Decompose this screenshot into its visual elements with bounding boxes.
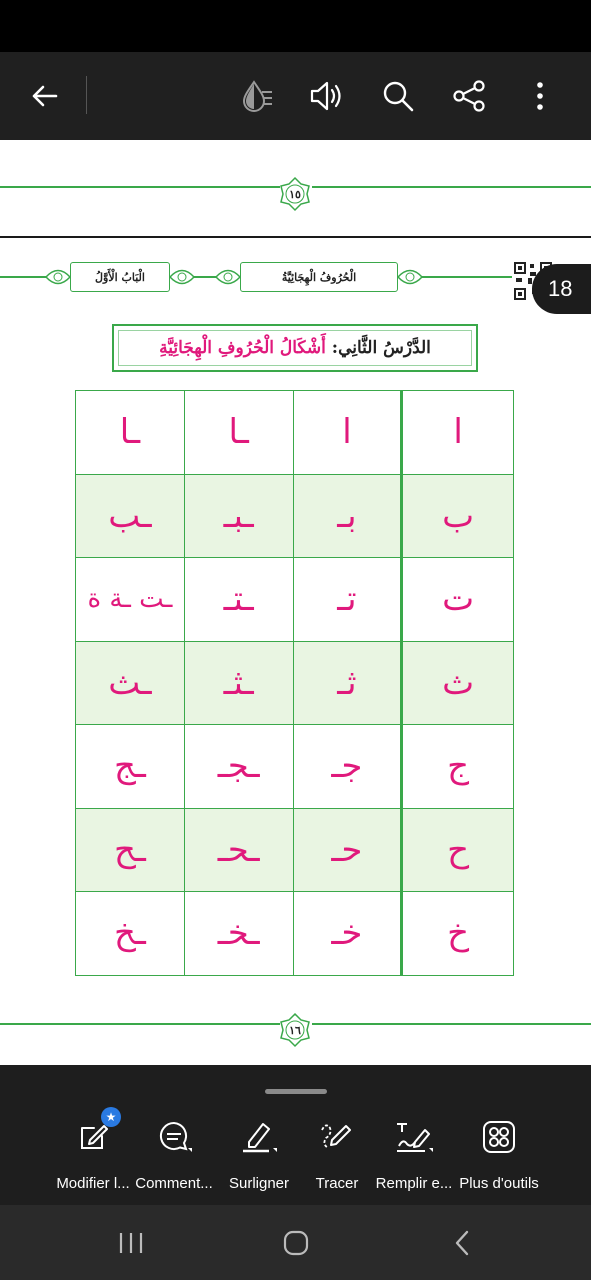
- share-icon[interactable]: [447, 74, 491, 118]
- system-nav-bar: [0, 1205, 591, 1280]
- table-row: [76, 474, 514, 558]
- letter-cell-initial: ا: [293, 391, 402, 475]
- page-number-badge: [277, 176, 313, 212]
- letter-cell-letter: ب: [402, 474, 514, 558]
- ornament-icon: [44, 264, 72, 290]
- letter-cell-final: ـت ـة ة: [76, 558, 185, 642]
- table-row: [76, 391, 514, 475]
- tool-comment[interactable]: [132, 1115, 216, 1201]
- current-page-number: 18: [548, 276, 573, 301]
- bottom-toolbar: [0, 1065, 591, 1205]
- letter-cell-initial: تـ: [293, 558, 402, 642]
- tool-label: Modifier l...: [56, 1175, 130, 1192]
- letter-cell-letter: خ: [402, 892, 514, 976]
- letter-cell-final: ـج: [76, 725, 185, 809]
- letter-cell-medial: ـبـ: [184, 474, 293, 558]
- tool-label: Surligner: [228, 1175, 290, 1192]
- letter-cell-medial: ـخـ: [184, 892, 293, 976]
- letter-cell-medial: ـثـ: [184, 641, 293, 725]
- letter-cell-final: ـب: [76, 474, 185, 558]
- new-feature-badge-icon: ★: [101, 1107, 121, 1127]
- letter-cell-letter: ث: [402, 641, 514, 725]
- top-app-bar: [0, 52, 591, 140]
- tool-more-tools[interactable]: [456, 1115, 542, 1201]
- lesson-title-main: أَشْكَالُ الْحُرُوفِ الْهِجَائِيَّةِ: [159, 338, 326, 358]
- letter-cell-letter: ت: [402, 558, 514, 642]
- section-header: [240, 262, 398, 292]
- letter-cell-final: ـخ: [76, 892, 185, 976]
- page-number: ١٦: [289, 1023, 301, 1037]
- fill-sign-icon: [392, 1115, 436, 1159]
- tool-highlight[interactable]: [222, 1115, 296, 1201]
- toolbar-divider: [86, 76, 87, 114]
- ornament-icon: [214, 264, 242, 290]
- letter-cell-final: ـح: [76, 808, 185, 892]
- tool-label: Comment...: [135, 1175, 213, 1192]
- table-row: [76, 558, 514, 642]
- home-icon[interactable]: [271, 1223, 321, 1263]
- document-viewer[interactable]: [0, 140, 591, 1065]
- page-border-line: [312, 1023, 591, 1025]
- letter-cell-initial: بـ: [293, 474, 402, 558]
- chapter-title: الْبَابُ الْأَوَّلُ: [95, 270, 145, 284]
- back-arrow-icon[interactable]: [22, 74, 66, 118]
- letter-cell-letter: ح: [402, 808, 514, 892]
- tool-label: Remplir e...: [375, 1175, 453, 1192]
- chapter-header: [70, 262, 170, 292]
- ornament-icon: [168, 264, 196, 290]
- tool-label: Plus d'outils: [459, 1175, 539, 1192]
- tool-fill-sign[interactable]: [372, 1115, 456, 1201]
- page-separator: [0, 236, 591, 238]
- page-border-line: [0, 186, 280, 188]
- table-row: [76, 892, 514, 976]
- letter-cell-final: ـا: [76, 391, 185, 475]
- lesson-title: [112, 324, 478, 372]
- highlighter-icon: [237, 1115, 281, 1159]
- search-icon[interactable]: [376, 74, 420, 118]
- letter-cell-medial: ـتـ: [184, 558, 293, 642]
- recent-apps-icon[interactable]: [106, 1223, 156, 1263]
- tool-edit[interactable]: [48, 1110, 138, 1201]
- lesson-title-prefix: الدَّرْسُ الثَّانِي:: [331, 338, 431, 358]
- page-border-line: [312, 186, 591, 188]
- table-row: [76, 725, 514, 809]
- letter-cell-final: ـث: [76, 641, 185, 725]
- letter-cell-medial: ـجـ: [184, 725, 293, 809]
- comment-icon: [152, 1115, 196, 1159]
- letters-table: [75, 390, 514, 976]
- letter-cell-initial: خـ: [293, 892, 402, 976]
- reading-mode-icon[interactable]: [234, 74, 278, 118]
- tool-label: Tracer: [315, 1175, 359, 1192]
- letter-cell-initial: ثـ: [293, 641, 402, 725]
- nav-back-icon[interactable]: [437, 1223, 487, 1263]
- letter-cell-letter: ج: [402, 725, 514, 809]
- current-page-indicator[interactable]: [532, 264, 591, 314]
- letter-cell-medial: ـحـ: [184, 808, 293, 892]
- edit-icon: [71, 1110, 117, 1159]
- letter-cell-initial: جـ: [293, 725, 402, 809]
- table-row: [76, 641, 514, 725]
- more-options-icon[interactable]: [518, 74, 562, 118]
- letter-cell-letter: ا: [402, 391, 514, 475]
- page-border-line: [0, 1023, 280, 1025]
- draw-icon: [315, 1115, 359, 1159]
- letter-cell-medial: ـا: [184, 391, 293, 475]
- read-aloud-icon[interactable]: [304, 74, 348, 118]
- table-row: [76, 808, 514, 892]
- section-title: الْحُرُوفُ الْهِجَائِيَّةُ: [281, 270, 357, 284]
- page-number-badge: [277, 1012, 313, 1048]
- page-number: ١٥: [289, 187, 301, 201]
- more-tools-icon: [477, 1115, 521, 1159]
- ornament-icon: [396, 264, 424, 290]
- letter-cell-initial: حـ: [293, 808, 402, 892]
- drag-handle[interactable]: [265, 1089, 327, 1094]
- tool-draw[interactable]: [305, 1115, 369, 1201]
